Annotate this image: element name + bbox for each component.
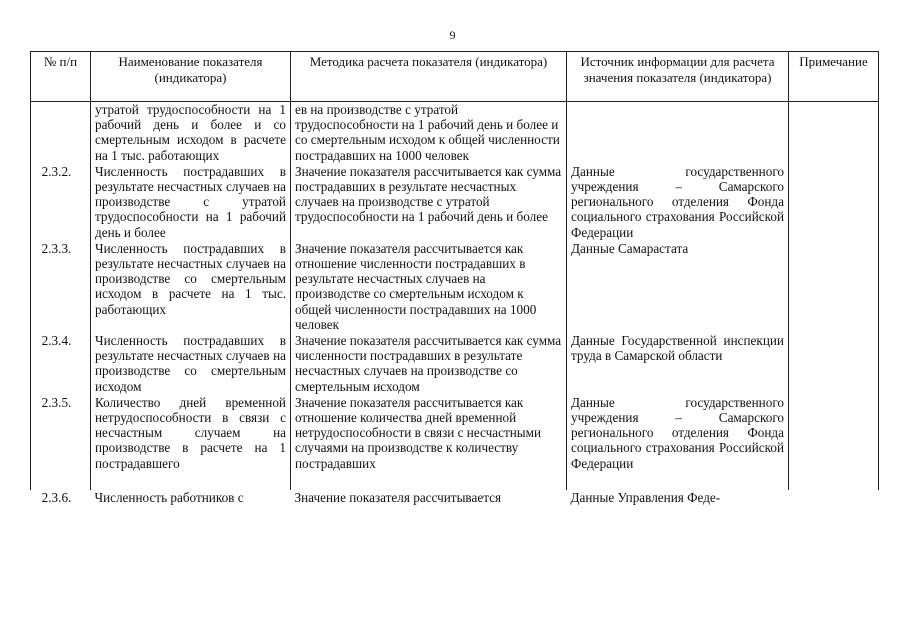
indicator-name: утратой трудоспособности на 1 рабочий день и более и со смертельным исходом в расчете на 1 тыс. работающих [91, 102, 291, 164]
information-source: Данные государственного учреждения – Самарского регионального отделения Фонда социального страхования Российской Федерации [567, 395, 789, 472]
note [789, 395, 879, 472]
table-row [31, 241, 879, 333]
row-spacer [31, 472, 879, 490]
table-body [31, 102, 879, 507]
calculation-method: Значение показателя рассчитывается как сумма пострадавших в результате несчастных случаев на производстве с утратой трудоспособности на 1 рабочий день и более [291, 164, 567, 241]
table-row [31, 102, 879, 164]
header-number: № п/п [31, 52, 91, 102]
indicator-name: Численность работников с [94, 489, 244, 505]
row-number: 2.3.6. [41, 489, 72, 505]
table-row [31, 395, 879, 472]
page-number: 9 [449, 28, 456, 42]
indicator-name: Численность пострадавших в результате несчастных случаев на производстве с утратой трудоспособности на 1 рабочий день и более [91, 164, 291, 241]
note [789, 102, 879, 164]
calculation-method: ев на производстве с утратой трудоспособности на 1 рабочий день и более и со смертельным исходом к общей численности пострадавших на 1000 человек [291, 102, 567, 164]
information-source: Данные Самарастата [567, 241, 789, 333]
table-row [31, 333, 879, 395]
note [789, 241, 879, 333]
indicators-table [30, 51, 879, 506]
table-header [31, 52, 879, 102]
information-source [567, 102, 789, 164]
indicator-name: Численность пострадавших в результате несчастных случаев на производстве со смертельным исходом в расчете на 1 тыс. работающих [91, 241, 291, 333]
header-information-source: Источник информации для расчета значения показателя (индикатора) [567, 52, 789, 102]
note [789, 333, 879, 395]
indicator-name: Количество дней временной нетрудоспособности в связи с несчастным случаем на производстве в расчете на 1 пострадавшего [91, 395, 291, 472]
header-calculation-method: Методика расчета показателя (индикатора) [291, 52, 567, 102]
indicator-name: Численность пострадавших в результате несчастных случаев на производстве со смертельным исходом [91, 333, 291, 395]
information-source: Данные государственного учреждения – Самарского регионального отделения Фонда социального страхования Российской Федерации [567, 164, 789, 241]
table-row [31, 490, 879, 506]
row-number [31, 102, 91, 164]
table-row [31, 164, 879, 241]
header-indicator-name: Наименование показателя (индикатора) [91, 52, 291, 102]
row-number: 2.3.4. [31, 333, 91, 395]
calculation-method: Значение показателя рассчитывается [294, 489, 502, 505]
row-number: 2.3.2. [31, 164, 91, 241]
information-source: Данные Государственной инспекции труда в Самарской области [567, 333, 789, 395]
calculation-method: Значение показателя рассчитывается как отношение количества дней временной нетрудоспособности в связи с несчастными случаями на производстве к количеству пострадавших [291, 395, 567, 472]
note [789, 164, 879, 241]
row-number: 2.3.3. [31, 241, 91, 333]
note [789, 490, 879, 506]
information-source: Данные Управления Феде- [570, 489, 721, 505]
calculation-method: Значение показателя рассчитывается как сумма численности пострадавших в результате несчастных случаев на производстве со смертельным исходом [291, 333, 567, 395]
header-note: Примечание [789, 52, 879, 102]
row-number: 2.3.5. [31, 395, 91, 472]
calculation-method: Значение показателя рассчитывается как отношение численности пострадавших в результате несчастных случаев на производстве со смертельным исходом к общей численности пострадавших на 1000 человек [291, 241, 567, 333]
